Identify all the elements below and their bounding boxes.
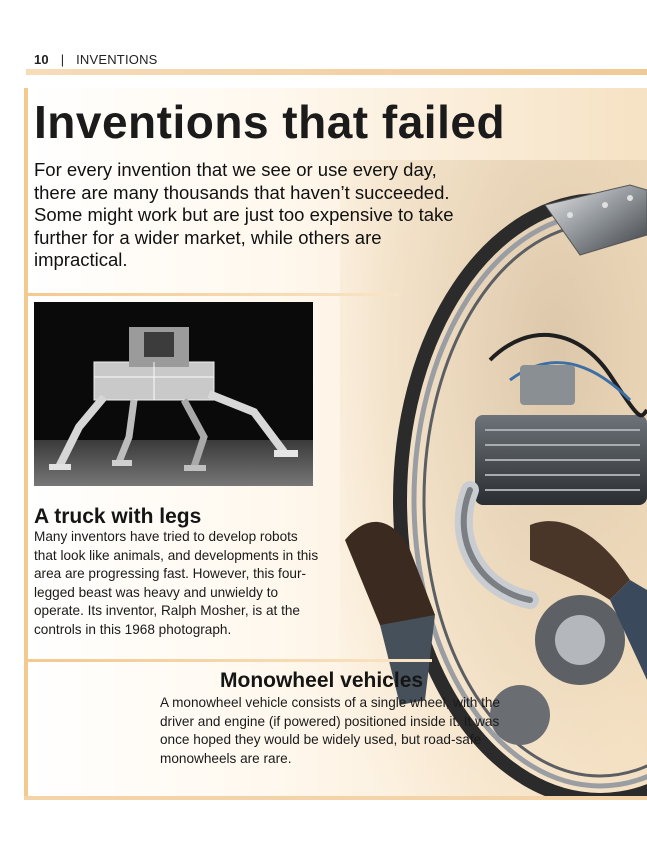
walking-truck-photo [34, 302, 313, 486]
section-divider [24, 659, 432, 662]
monowheel-heading: Monowheel vehicles [220, 669, 424, 692]
header-separator: | [60, 52, 65, 67]
section-divider [24, 293, 399, 296]
page-number: 10 [34, 52, 49, 67]
truck-body: Many inventors have tried to develop robots that look like animals, and developments in this area are progressing fast. However, this four-legged beast was heavy and unwieldy to operate. Its inventor, Ralph Mosher, is at the controls in this 1968 photograph. [34, 529, 319, 637]
panel-edge [24, 88, 28, 796]
intro-paragraph: For every invention that we see or use every day, there are many thousands that haven’t succeeded. Some might work but are just too expensive to take further for a wider market, while others are impractical. [34, 159, 454, 271]
truck-heading: A truck with legs [34, 505, 202, 528]
page-title: Inventions that failed [34, 96, 506, 148]
monowheel-body: A monowheel vehicle consists of a single wheel, with the driver and engine (if powered) positioned inside it. It was once hoped they would be widely used, but road-safe monowheels are rare. [160, 695, 501, 766]
section-name: INVENTIONS [76, 52, 158, 67]
top-rule [26, 69, 647, 75]
running-head [34, 52, 158, 67]
